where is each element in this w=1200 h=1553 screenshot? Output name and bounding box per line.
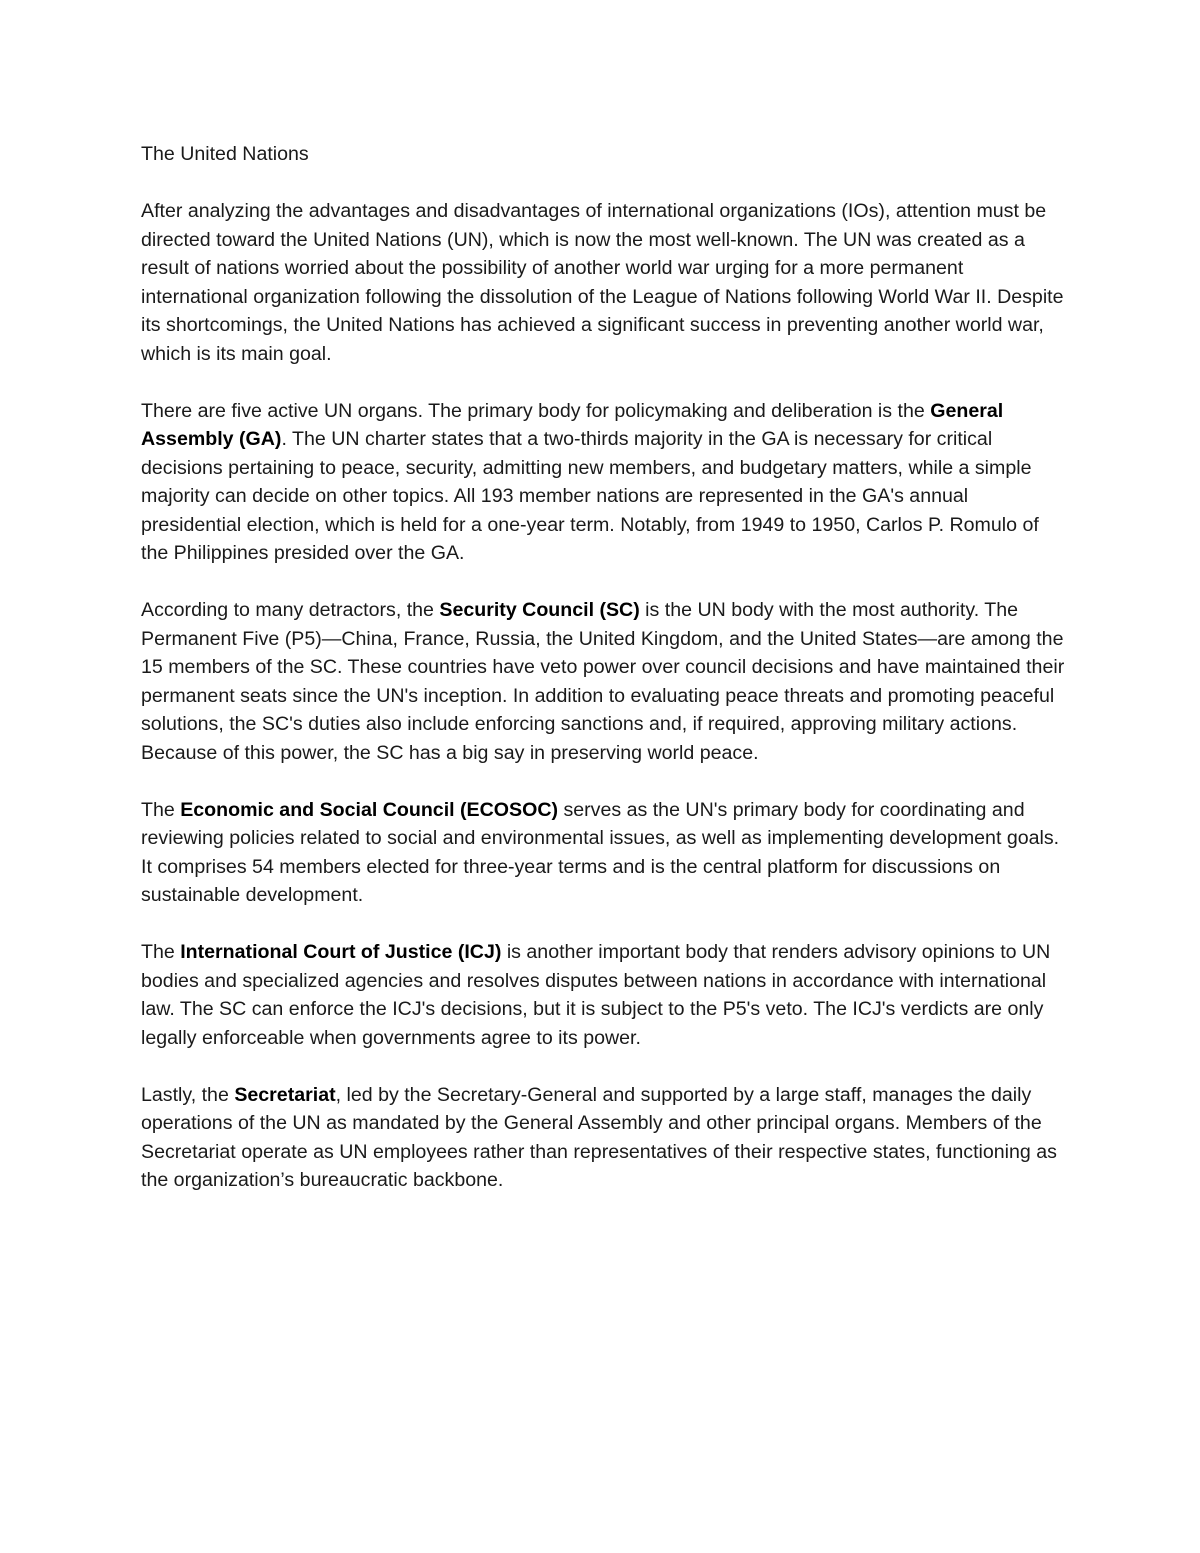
paragraph-text: According to many detractors, the bbox=[141, 599, 440, 621]
document-title: The United Nations bbox=[141, 143, 309, 165]
paragraph-icj bbox=[141, 938, 1066, 1052]
paragraph-text: , led by the Secretary-General and supported by a large staff, manages the daily operations of the UN as mandated by the General Assembly and other principal organs. Members of the Secretariat operate as UN employees rather than representatives of their respective states, functioning as the organization’s bureaucratic backbone. bbox=[141, 1083, 1057, 1191]
paragraph-text: There are five active UN organs. The primary body for policymaking and deliberation is the bbox=[141, 399, 931, 422]
paragraph-ecosoc bbox=[141, 796, 1066, 910]
term-general-assembly: General Assembly (GA) bbox=[141, 399, 1004, 450]
paragraph-text: The bbox=[141, 798, 181, 821]
term-ecosoc: Economic and Social Council (ECOSOC) bbox=[180, 798, 558, 821]
paragraph-text: The bbox=[141, 941, 181, 963]
term-security-council: Security Council (SC) bbox=[439, 599, 640, 621]
term-icj: International Court of Justice (ICJ) bbox=[180, 941, 502, 963]
paragraph-text: Lastly, the bbox=[141, 1083, 235, 1106]
term-secretariat: Secretariat bbox=[234, 1083, 336, 1106]
paragraph-text: . The UN charter states that a two-thirds majority in the GA is necessary for critical decisions pertaining to peace, security, admitting new members, and budgetary matters, while a simple majority can decide on other topics. All 193 member nations are represented in the GA's annual presidential election, which is held for a one-year term. Notably, from 1949 to 1950, Carlos P. Romulo of the Philippines presided over the GA. bbox=[141, 428, 1039, 564]
document-page bbox=[141, 140, 1066, 1223]
paragraph-text: is the UN body with the most authority. The Permanent Five (P5)—China, France, Russia, the United Kingdom, and the United States—are among the 15 members of the SC. These countries have veto power over council decisions and have maintained their permanent seats since the UN's inception. In addition to evaluating peace threats and promoting peaceful solutions, the SC's duties also include enforcing sanctions and, if required, approving military actions. Because of this power, the SC has a big say in preserving world peace. bbox=[141, 599, 1065, 764]
paragraph-text: serves as the UN's primary body for coordinating and reviewing policies related to social and environmental issues, as well as implementing development goals. It comprises 54 members elected for three-year terms and is the central platform for discussions on sustainable development. bbox=[141, 798, 1060, 906]
paragraph-secretariat bbox=[141, 1081, 1066, 1195]
paragraph-security-council bbox=[141, 596, 1066, 767]
paragraph-general-assembly bbox=[141, 397, 1066, 568]
paragraph-text: is another important body that renders advisory opinions to UN bodies and specialized agencies and resolves disputes between nations in accordance with international law. The SC can enforce the ICJ's decisions, but it is subject to the P5's veto. The ICJ's verdicts are only legally enforceable when governments agree to its power. bbox=[141, 941, 1051, 1049]
paragraph-intro: After analyzing the advantages and disadvantages of international organizations (IOs), attention must be directed toward the United Nations (UN), which is now the most well-known. The UN was created as a result of nations worried about the possibility of another world war urging for a more permanent international organization following the dissolution of the League of Nations following World War II. Despite its shortcomings, the United Nations has achieved a significant success in preventing another world war, which is its main goal. bbox=[141, 200, 1064, 365]
